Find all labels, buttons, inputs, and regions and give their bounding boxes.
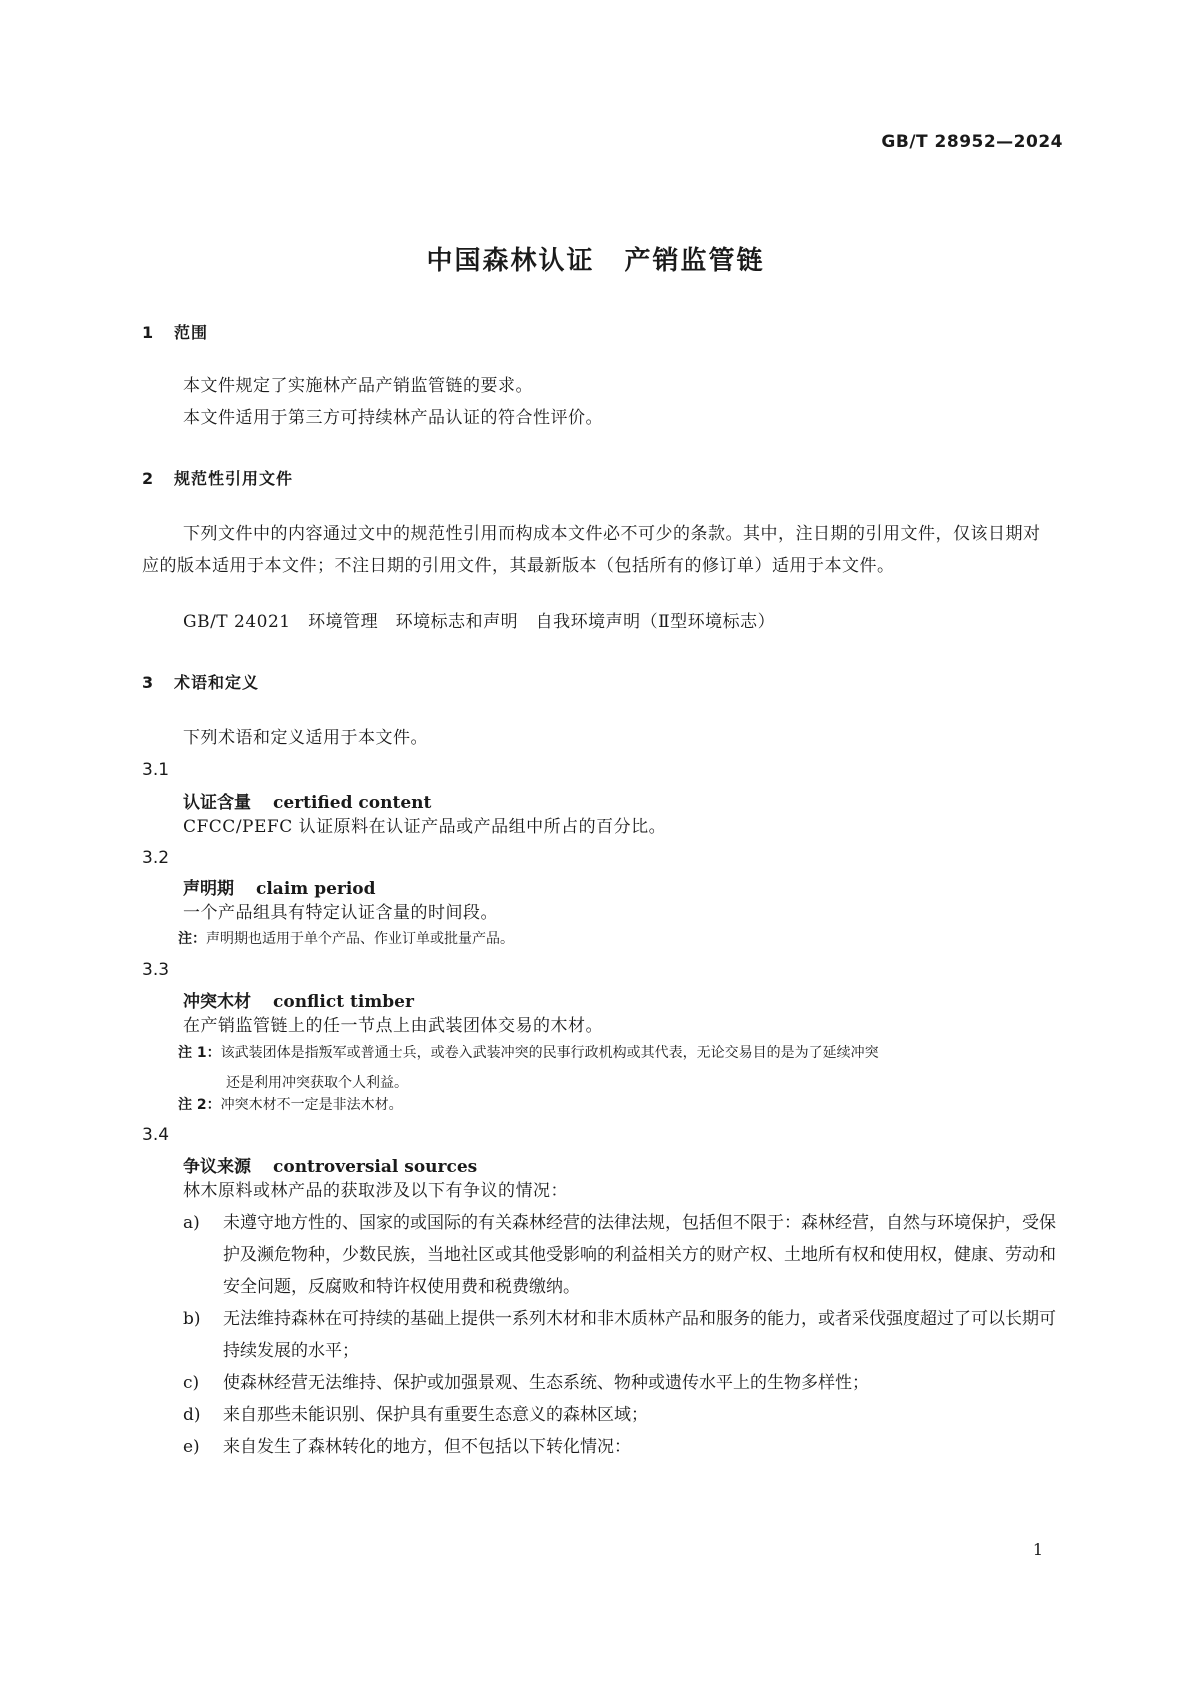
clause-number: 3.3 xyxy=(142,960,170,980)
list-item: d) 来自那些未能识别、保护具有重要生态意义的森林区域； xyxy=(183,1405,648,1425)
clause-number: 3.4 xyxy=(142,1125,170,1145)
section-2-heading: 2 规范性引用文件 xyxy=(142,469,294,488)
list-item: a) 未遵守地方性的、国家的或国际的有关森林经营的法律法规，包括但不限于：森林经营，自然与环境保护，受保护及濒危物种，少数民族，当地社区或其他受影响的利益相关方的财产权、土地所有权和使用权，健康、劳动和安全问题，反腐败和特许权使用费和税费缴纳。 xyxy=(183,1213,1056,1297)
section-3-heading: 3 术语和定义 xyxy=(142,673,260,692)
standard-number: GB/T 28952—2024 xyxy=(881,132,1063,152)
list-item: c) 使森林经营无法维持、保护或加强景观、生态系统、物种或遗传水平上的生物多样性； xyxy=(183,1373,869,1393)
term-note-1-continued: 还是利用冲突获取个人利益。 xyxy=(226,1075,408,1091)
page-number: 1 xyxy=(1032,1540,1043,1559)
title-part1: 中国森林认证 xyxy=(426,246,595,276)
term-entry: 争议来源 controversial sources xyxy=(183,1157,478,1177)
normative-reference: GB/T 24021 环境管理 环境标志和声明 自我环境声明（Ⅱ型环境标志） xyxy=(183,612,776,632)
section-1-para-1: 本文件规定了实施林产品产销监管链的要求。 xyxy=(183,376,533,396)
clause-number: 3.2 xyxy=(142,848,170,868)
term-definition: CFCC/PEFC 认证原料在认证产品或产品组中所占的百分比。 xyxy=(183,817,667,837)
term-entry: 认证含量 certified content xyxy=(183,793,432,813)
section-3-intro: 下列术语和定义适用于本文件。 xyxy=(183,728,428,748)
section-2-para-1: 下列文件中的内容通过文中的规范性引用而构成本文件必不可少的条款。其中，注日期的引用文件，仅该日期对应的版本适用于本文件；不注日期的引用文件，其最新版本（包括所有的修订单）适用于本文件。 xyxy=(142,524,1041,576)
term-note-2: 注 2：冲突木材不一定是非法木材。 xyxy=(178,1097,403,1113)
list-item: e) 来自发生了森林转化的地方，但不包括以下转化情况： xyxy=(183,1437,631,1457)
clause-number: 3.1 xyxy=(142,760,170,780)
term-definition: 在产销监管链上的任一节点上由武装团体交易的木材。 xyxy=(183,1016,603,1036)
list-item: b) 无法维持森林在可持续的基础上提供一系列木材和非木质林产品和服务的能力，或者采伐强度超过了可以长期可持续发展的水平； xyxy=(183,1309,1056,1361)
term-note: 注：声明期也适用于单个产品、作业订单或批量产品。 xyxy=(178,931,514,947)
term-entry: 冲突木材 conflict timber xyxy=(183,992,414,1012)
title-part2: 产销监管链 xyxy=(624,246,765,276)
term-entry: 声明期 claim period xyxy=(183,879,376,899)
document-title xyxy=(0,240,1191,277)
term-definition: 一个产品组具有特定认证含量的时间段。 xyxy=(183,903,498,923)
section-1-heading: 1 范围 xyxy=(142,323,209,342)
section-1-para-2: 本文件适用于第三方可持续林产品认证的符合性评价。 xyxy=(183,408,603,428)
term-note-1: 注 1：该武装团体是指叛军或普通士兵，或卷入武装冲突的民事行政机构或其代表，无论交易目的是为了延续冲突 xyxy=(178,1045,879,1061)
term-definition: 林木原料或林产品的获取涉及以下有争议的情况： xyxy=(183,1181,568,1201)
